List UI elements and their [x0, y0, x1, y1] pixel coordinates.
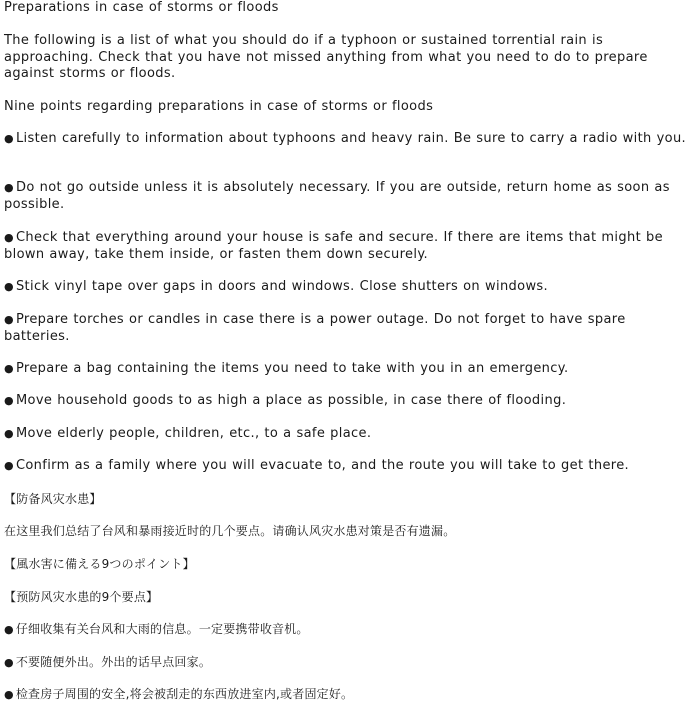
list-item	[4, 230, 690, 263]
bullet-icon: ●	[4, 132, 14, 145]
list-item-text: Check that everything around your house is safe and secure. If there are items that might be blown away, take them inside, or fasten them down securely.	[4, 230, 663, 262]
document-title: Preparations in case of storms or floods	[4, 0, 279, 15]
bullet-icon: ●	[4, 656, 14, 669]
list-item	[4, 180, 690, 213]
list-item-text: Prepare a bag containing the items you need to take with you in an emergency.	[15, 361, 569, 376]
list-item	[4, 361, 690, 378]
cn-intro-paragraph: 在这里我们总结了台风和暴雨接近时的几个要点。请确认风灾水患对策是否有遗漏。	[4, 524, 456, 538]
list-item	[4, 621, 690, 639]
list-item-text: Do not go outside unless it is absolutely necessary. If you are outside, return home as soon as possible.	[4, 180, 670, 212]
list-item	[4, 654, 690, 672]
cn-subheading: 【预防风灾水患的9个要点】	[4, 590, 159, 604]
list-item	[4, 131, 690, 148]
jp-heading: 【風水害に備える9つのポイント】	[4, 557, 195, 571]
bullet-icon: ●	[4, 181, 14, 194]
list-item	[4, 393, 690, 410]
bullet-icon: ●	[4, 231, 14, 244]
list-item-text: 检查房子周围的安全,将会被刮走的东西放进室内,或者固定好。	[15, 687, 354, 701]
bullet-icon: ●	[4, 623, 14, 636]
list-item-text: Move household goods to as high a place as possible, in case there of flooding.	[15, 393, 567, 408]
list-item-text: Stick vinyl tape over gaps in doors and windows. Close shutters on windows.	[15, 279, 549, 294]
bullet-icon: ●	[4, 427, 14, 440]
bullet-icon: ●	[4, 394, 14, 407]
list-item	[4, 686, 690, 704]
bullet-icon: ●	[4, 362, 14, 375]
list-item-text: Confirm as a family where you will evacuate to, and the route you will take to get there.	[15, 458, 630, 473]
list-item	[4, 312, 690, 345]
list-item-text: 仔细收集有关台风和大雨的信息。一定要携带收音机。	[15, 622, 309, 636]
list-item-text: Prepare torches or candles in case there is a power outage. Do not forget to have spare batteries.	[4, 312, 626, 344]
points-subheading: Nine points regarding preparations in case of storms or floods	[4, 99, 434, 114]
list-item-text: 不要随便外出。外出的话早点回家。	[15, 655, 212, 669]
bullet-icon: ●	[4, 313, 14, 326]
bullet-icon: ●	[4, 688, 14, 701]
list-item	[4, 426, 690, 443]
list-item	[4, 279, 690, 296]
bullet-icon: ●	[4, 459, 14, 472]
bullet-icon: ●	[4, 280, 14, 293]
list-item-text: Move elderly people, children, etc., to a safe place.	[15, 426, 372, 441]
cn-heading: 【防备风灾水患】	[4, 492, 102, 506]
list-item	[4, 458, 690, 475]
intro-paragraph: The following is a list of what you should do if a typhoon or sustained torrential rain is approaching. Check that you have not missed anything from what you need to do to prepare against storms or floods.	[4, 33, 648, 81]
list-item-text: Listen carefully to information about typhoons and heavy rain. Be sure to carry a radio with you.	[15, 131, 687, 146]
